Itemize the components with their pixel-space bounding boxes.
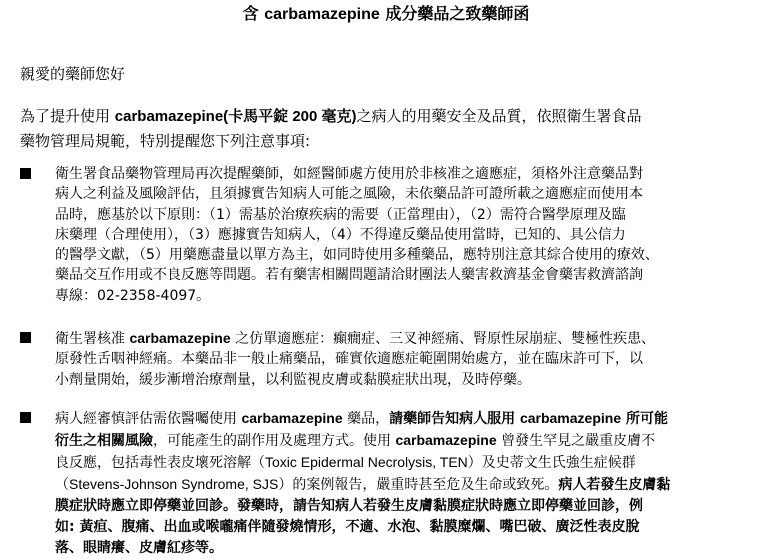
square-bullet-icon	[20, 168, 31, 179]
bullet-line	[55, 408, 770, 430]
page-title	[0, 3, 772, 26]
bold-warning-text: 落、眼睛癢、皮膚紅疹等。	[55, 540, 223, 556]
english-term: Toxic Epidermal Necrolysis, TEN	[265, 454, 468, 470]
bullet-text: 藥品，	[342, 411, 390, 427]
bold-warning-text: 所可能	[621, 411, 668, 427]
bullet-text: ，可能產生的副作用及處理方式。使用	[153, 433, 396, 449]
bullet-line: 小劑量開始，緩步漸增治療劑量，以利監視皮膚或黏膜症狀出現，及時停藥。	[55, 371, 531, 388]
square-bullet-icon	[20, 412, 31, 423]
bullet-line: 原發性舌咽神經痛。本藥品非一般止痛藥品，確實依適應症範圍開始處方，並在臨床許可下，以	[55, 351, 643, 368]
bullet-text: 病人經審慎評估需依醫囑使用	[55, 411, 242, 427]
bullet-line	[55, 430, 770, 452]
bullet-text: 之仿單適應症：癲癇症、三叉神經痛、腎原性尿崩症、雙極性疾患、	[230, 331, 656, 347]
bullet-line: 品時，應基於以下原則：（1）需基於治療疾病的需要（正當理由），（2）需符合醫學原理及臨	[55, 206, 626, 223]
drug-name: carbamazepine	[519, 410, 622, 426]
bullet-line: 病人之利益及風險評估，且須據實告知病人可能之風險，未依藥品許可證所載之適應症而使用本	[55, 186, 643, 203]
bullet-line	[55, 452, 770, 474]
bullet-text: （	[55, 477, 69, 493]
bullet-body	[55, 164, 770, 306]
bullet-text: ）及史蒂文生氏強生症候群	[467, 455, 636, 471]
bullet-text: ）的案例報告，嚴重時甚至危及生命或致死。	[278, 477, 559, 493]
intro-line	[20, 104, 762, 129]
bullet-line: 藥品交互作用或不良反應等問題。若有藥害相關問題請洽財團法人藥害救濟基金會藥害救濟諮詢	[55, 267, 643, 284]
bullet-text: 衛生署核准	[55, 331, 130, 347]
bullet-text: 曾發生罕見之嚴重皮膚不	[496, 433, 656, 449]
title-drug-name: carbamazepine	[264, 6, 380, 23]
bullet-line: 衛生署食品藥物管理局再次提醒藥師，如經醫師處方使用於非核准之適應症，須格外注意藥品對	[55, 166, 643, 182]
bullet-body	[55, 408, 770, 559]
bold-warning-text: 請藥師告知病人服用	[389, 411, 520, 427]
bold-warning-text: 如: 黃疸、腹痛、出血或喉嚨痛伴隨發燒情形，不適、水泡、黏膜糜爛、嘴巴破、廣泛性表皮脫	[55, 519, 640, 535]
bullet-line	[55, 474, 770, 496]
intro-text: 為了提升使用	[20, 107, 115, 125]
english-term: Stevens-Johnson Syndrome, SJS	[69, 476, 279, 492]
intro-drug-name: carbamazepine(卡馬平錠 200 毫克)	[114, 108, 357, 125]
intro-text: 之病人的用藥安全及品質，依照衛生署食品	[356, 107, 642, 125]
bullet-line	[55, 328, 770, 349]
bullet-line: 專線：02-2358-4097。	[55, 287, 211, 304]
bullet-line: 的醫學文獻，（5）用藥應盡量以單方為主，如同時使用多種藥品，應特別注意其綜合使用的療效、	[55, 247, 659, 264]
bold-warning-text: 衍生之相關風險	[55, 433, 153, 449]
square-bullet-icon	[20, 332, 31, 343]
title-suffix: 成分藥品之致藥師函	[379, 4, 530, 23]
bullet-line: 床藥理（合理使用），（3）應據實告知病人，（4）不得違反藥品使用當時，已知的、具公信力	[55, 226, 626, 243]
bullet-line	[55, 538, 770, 559]
bold-warning-text: 病人若發生皮膚黏	[558, 477, 671, 493]
bullet-body	[55, 328, 770, 390]
intro-paragraph	[20, 104, 762, 154]
drug-name: carbamazepine	[241, 410, 343, 426]
title-prefix: 含	[242, 4, 265, 23]
bullet-line	[55, 496, 770, 517]
bold-warning-text: 發藥時，請告知病人若發生皮膚黏膜症狀時應立即停藥並回診，例	[237, 498, 643, 514]
drug-name: carbamazepine	[129, 330, 231, 346]
bullet-line	[55, 517, 770, 538]
intro-line: 藥物管理局規範，特別提醒您下列注意事項:	[20, 132, 311, 150]
salutation: 親愛的藥師您好	[20, 65, 126, 83]
bullet-text: 良反應，包括毒性表皮壞死溶解（	[55, 455, 265, 471]
bold-warning-text: 膜症狀時應立即停藥並回診。	[55, 498, 237, 514]
drug-name: carbamazepine	[395, 432, 497, 448]
